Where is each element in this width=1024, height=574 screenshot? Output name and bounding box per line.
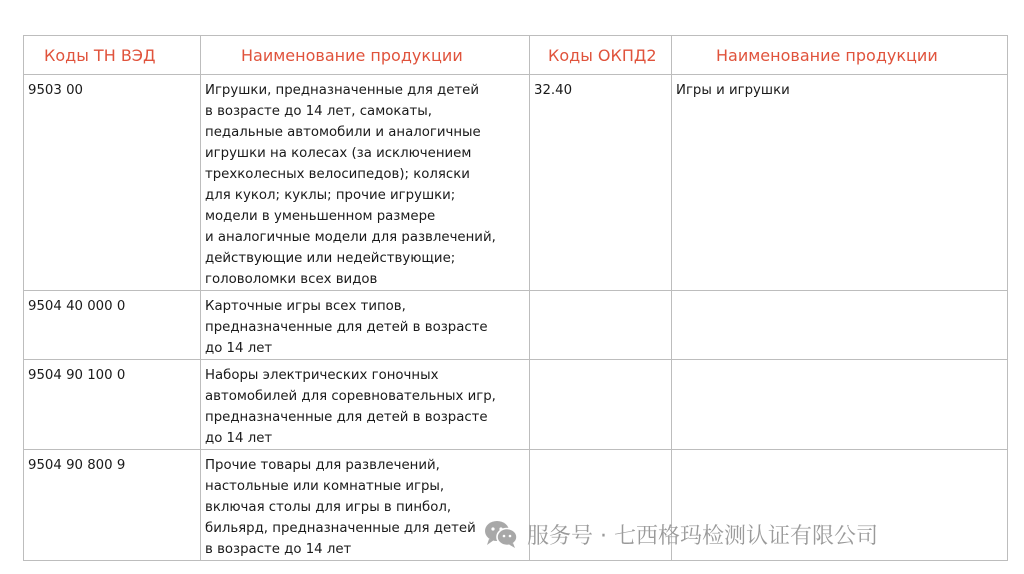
table-row — [24, 75, 1008, 291]
header-okpd2-codes: Коды ОКПД2 — [530, 36, 672, 75]
product-name-line: головоломки всех видов — [205, 272, 378, 287]
watermark-text: 服务号 · 七西格玛检测认证有限公司 — [527, 523, 878, 549]
header-okpd2-product-name: Наименование продукции — [672, 36, 1008, 75]
table-row — [24, 291, 1008, 360]
product-name-line: для кукол; куклы; прочие игрушки; — [205, 188, 456, 203]
product-name — [201, 291, 530, 360]
product-name-line: предназначенные для детей в возрасте — [205, 320, 488, 335]
product-name-line: настольные или комнатные игры, — [205, 479, 445, 494]
product-name-line: включая столы для игры в пинбол, — [205, 500, 452, 515]
codes-table — [23, 35, 1008, 561]
product-name-line: педальные автомобили и аналогичные — [205, 125, 481, 140]
header-row — [24, 36, 1008, 75]
product-name-line: модели в уменьшенном размере — [205, 209, 436, 224]
product-name-line: до 14 лет — [205, 341, 273, 356]
product-name-line: Игрушки, предназначенные для детей — [205, 83, 479, 98]
product-name-line: бильярд, предназначенные для детей — [205, 521, 476, 536]
header-tnved-codes: Коды ТН ВЭД — [24, 36, 201, 75]
okpd2-product-name: Игры и игрушки — [672, 75, 1008, 291]
product-name-line: Прочие товары для развлечений, — [205, 458, 440, 473]
product-name-line: трехколесных велосипедов); коляски — [205, 167, 470, 182]
product-name-line: Карточные игры всех типов, — [205, 299, 406, 314]
okpd2-code — [530, 291, 672, 360]
header-product-name: Наименование продукции — [201, 36, 530, 75]
tnved-code: 9504 40 000 0 — [24, 291, 201, 360]
table-row — [24, 360, 1008, 450]
product-name-line: в возрасте до 14 лет, самокаты, — [205, 104, 433, 119]
okpd2-product-name — [672, 291, 1008, 360]
product-name — [201, 75, 530, 291]
product-name-line: действующие или недействующие; — [205, 251, 456, 266]
okpd2-code — [530, 360, 672, 450]
product-name-line: Наборы электрических гоночных — [205, 368, 439, 383]
wechat-icon — [483, 519, 519, 549]
product-name-line: до 14 лет — [205, 431, 273, 446]
product-name-line: игрушки на колесах (за исключением — [205, 146, 472, 161]
tnved-code: 9504 90 100 0 — [24, 360, 201, 450]
tnved-code: 9503 00 — [24, 75, 201, 291]
product-name-line: предназначенные для детей в возрасте — [205, 410, 488, 425]
product-name — [201, 360, 530, 450]
tnved-code: 9504 90 800 9 — [24, 450, 201, 561]
product-name-line: в возрасте до 14 лет — [205, 542, 352, 557]
watermark — [483, 514, 878, 554]
okpd2-code: 32.40 — [530, 75, 672, 291]
okpd2-product-name — [672, 360, 1008, 450]
product-name-line: автомобилей для соревновательных игр, — [205, 389, 496, 404]
product-name — [201, 450, 530, 561]
product-name-line: и аналогичные модели для развлечений, — [205, 230, 496, 245]
